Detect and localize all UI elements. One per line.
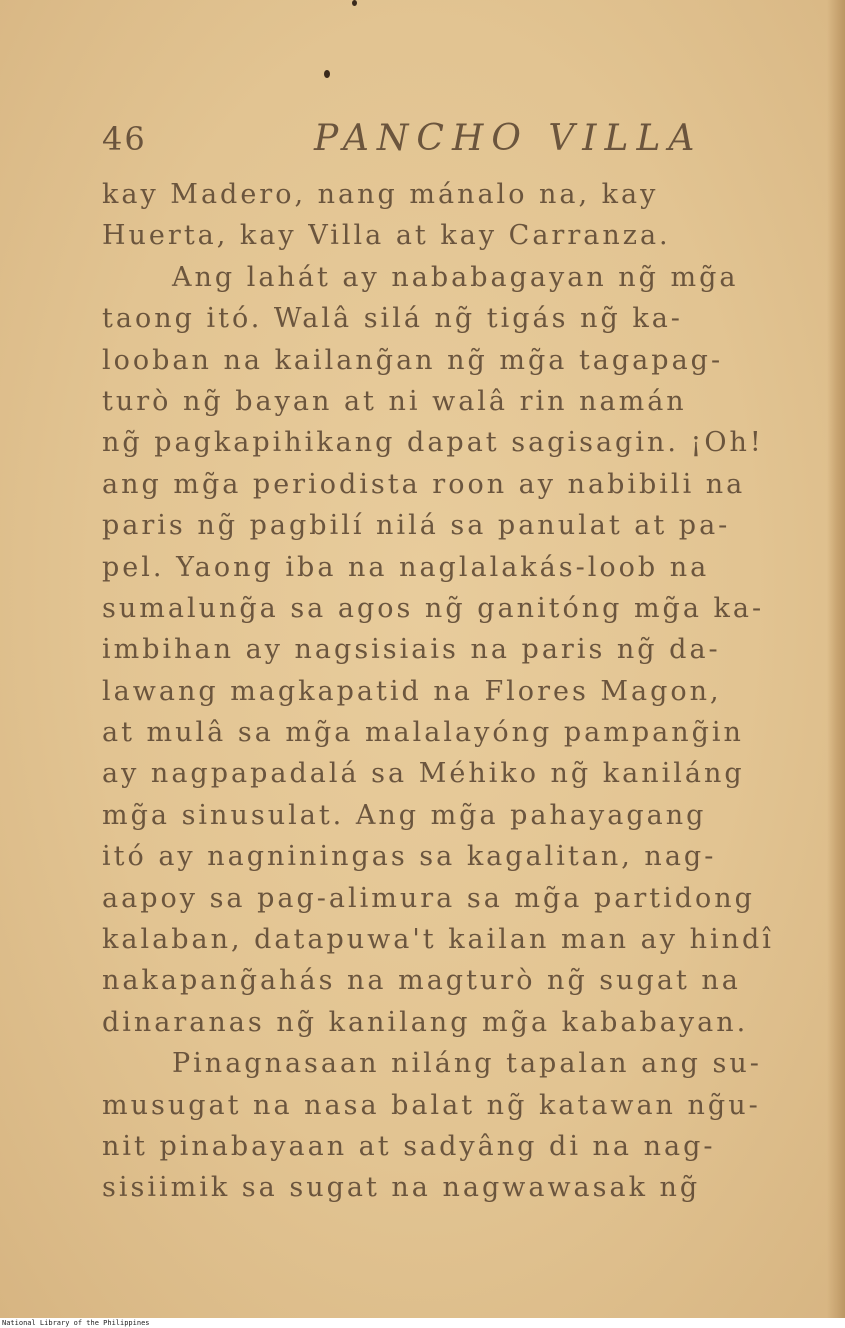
text-line: mg̃a sinusulat. Ang mg̃a pahayagang bbox=[102, 799, 707, 831]
page-header bbox=[102, 112, 802, 174]
page-text bbox=[102, 112, 802, 1209]
text-line: taong itó. Walâ silá ng̃ tigás ng̃ ka- bbox=[102, 303, 683, 335]
ink-speck bbox=[324, 70, 330, 78]
text-line: lawang magkapatid na Flores Magon, bbox=[102, 675, 722, 707]
running-title: PANCHO VILLA bbox=[314, 118, 703, 159]
text-line: sumalung̃a sa agos ng̃ ganitóng mg̃a ka- bbox=[102, 592, 765, 624]
text-line: nakapang̃ahás na magturò ng̃ sugat na bbox=[102, 965, 741, 997]
text-line: dinaranas ng̃ kanilang mg̃a kababayan. bbox=[102, 1006, 749, 1038]
text-line: Ang lahát ay nababagayan ng̃ mg̃a bbox=[172, 261, 739, 293]
page-edge-shadow bbox=[827, 0, 845, 1318]
text-line: kay Madero, nang mánalo na, kay bbox=[102, 179, 659, 210]
text-line: itó ay nagniningas sa kagalitan, nag- bbox=[102, 841, 717, 873]
text-line: looban na kailang̃an ng̃ mg̃a tagapag- bbox=[102, 344, 724, 376]
text-line: kalaban, datapuwa't kailan man ay hindî bbox=[102, 924, 774, 956]
text-line: Huerta, kay Villa at kay Carranza. bbox=[102, 220, 671, 252]
ink-speck bbox=[352, 0, 357, 6]
text-line: nit pinabayaan at sadyâng di na nag- bbox=[102, 1130, 716, 1162]
text-line: sisiimik sa sugat na nagwawasak ng̃ bbox=[102, 1172, 701, 1204]
text-line: at mulâ sa mg̃a malalayóng pampang̃in bbox=[102, 717, 744, 749]
library-credit: National Library of the Philippines bbox=[2, 1319, 150, 1327]
text-line: aapoy sa pag-alimura sa mg̃a partidong bbox=[102, 882, 755, 914]
text-line: musugat na nasa balat ng̃ katawan ng̃u- bbox=[102, 1089, 761, 1121]
text-line: turò ng̃ bayan at ni walâ rin namán bbox=[102, 385, 687, 417]
text-line: ang mg̃a periodista roon ay nabibili na bbox=[102, 468, 746, 500]
text-line: Pinagnasaan niláng tapalan ang su- bbox=[172, 1048, 762, 1080]
text-line: imbihan ay nagsisiais na paris ng̃ da- bbox=[102, 634, 721, 666]
text-line: ay nagpapadalá sa Méhiko ng̃ kaniláng bbox=[102, 758, 745, 790]
page-number: 46 bbox=[102, 120, 147, 158]
text-line: pel. Yaong iba na naglalakás-loob na bbox=[102, 551, 710, 583]
text-line: ng̃ pagkapihikang dapat sagisagin. ¡Oh! bbox=[102, 427, 764, 459]
text-line: paris ng̃ pagbilí nilá sa panulat at pa- bbox=[102, 510, 731, 542]
